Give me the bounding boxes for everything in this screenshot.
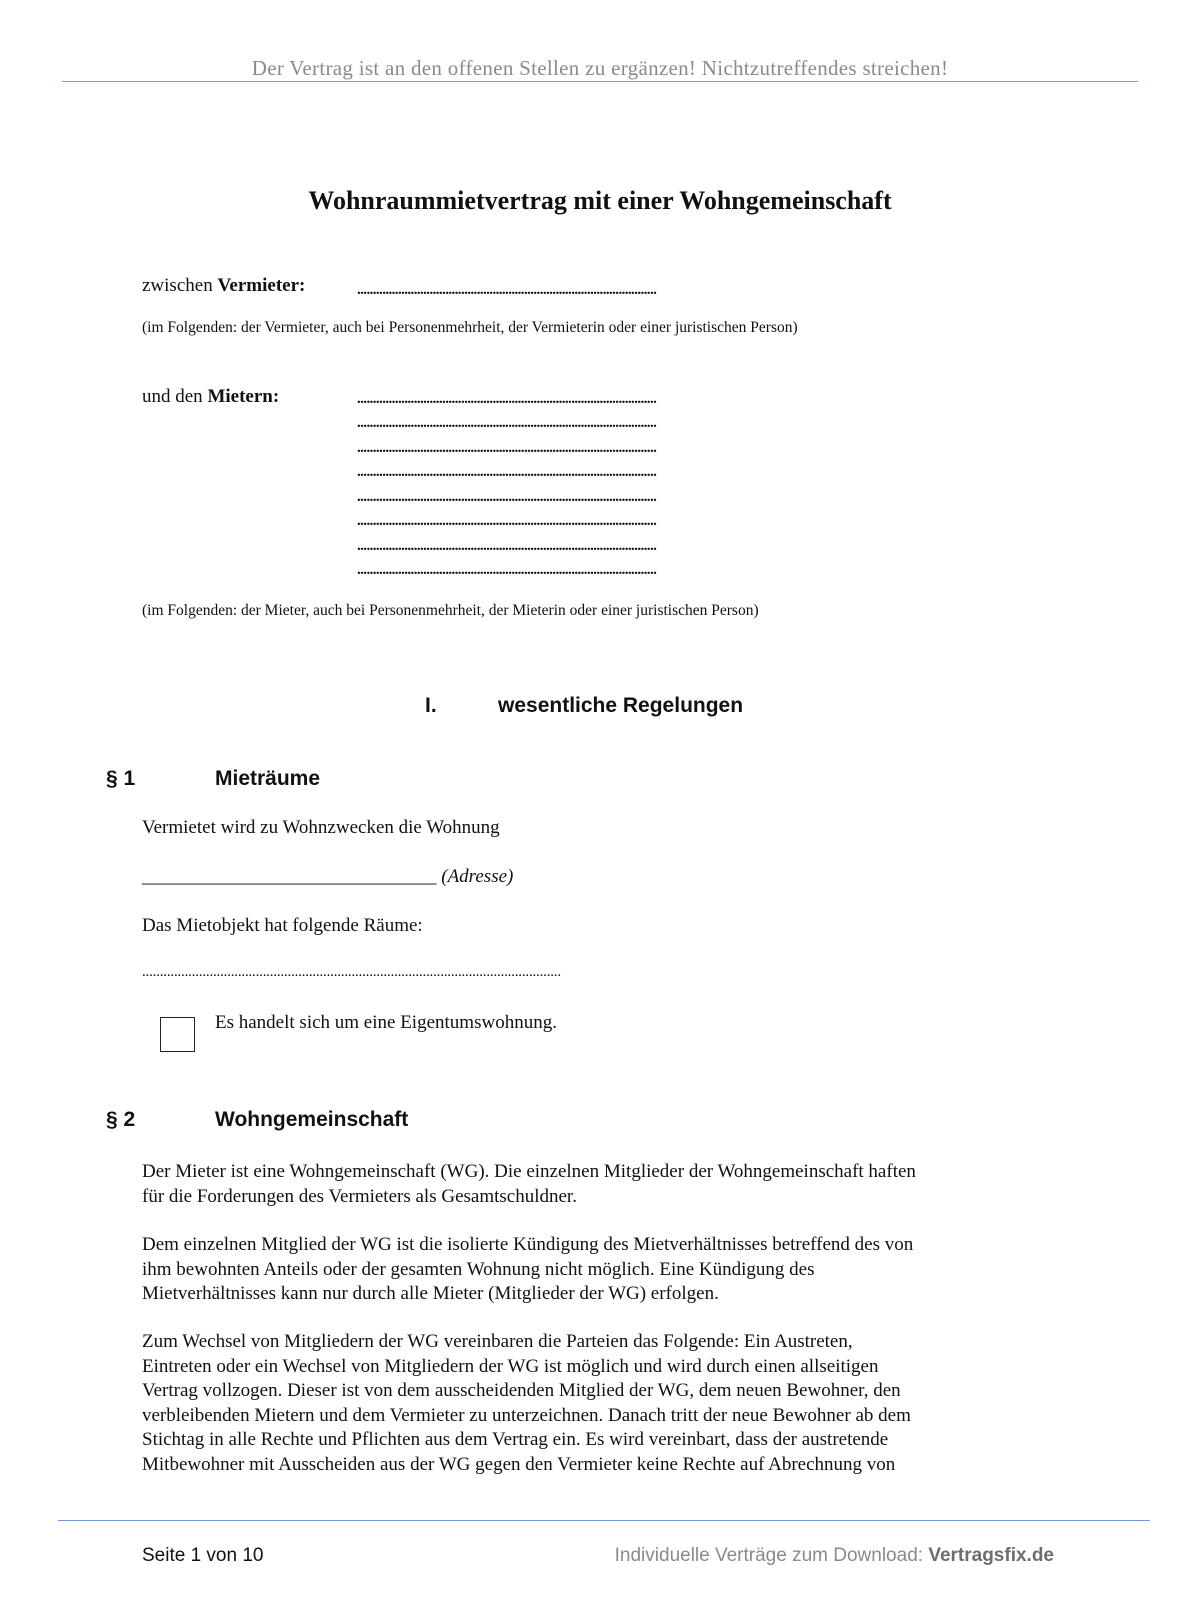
address-blank[interactable]: _______________________________	[142, 866, 437, 887]
header-note: Der Vertrag ist an den offenen Stellen zu ergänzen! Nichtzutreffendes streichen!	[251, 56, 949, 80]
wg-paragraph-2	[142, 1233, 1062, 1307]
tenants-label	[142, 386, 279, 408]
text-line: Mietverhältnisses kann nur durch alle Mieter (Mitglieder der WG) erfolgen.	[142, 1283, 719, 1304]
text-line: Vertrag vollzogen. Dieser ist von dem ausscheidenden Mitglied der WG, dem neuen Bewohner, den	[142, 1380, 901, 1401]
paragraph-number: § 1	[106, 767, 136, 790]
tenant-fill-line[interactable]: ...............................................................................................	[357, 416, 657, 431]
rooms-label: Das Mietobjekt hat folgende Räume:	[142, 915, 423, 936]
landlord-label-bold: Vermieter:	[217, 275, 306, 296]
rooms-blank[interactable]: ......................................................................................................................	[142, 964, 561, 980]
tenant-fill-line[interactable]: ...............................................................................................	[357, 465, 657, 480]
text-line: verbleibenden Mietern und dem Vermieter zu unterzeichnen. Danach tritt der neue Bewohner ab dem	[142, 1404, 911, 1426]
footer-brand[interactable]: Vertragsfix.de	[928, 1545, 1054, 1566]
page-number: Seite 1 von 10	[142, 1545, 264, 1566]
landlord-fill-line[interactable]: ...............................................................................................	[357, 283, 657, 298]
document-title: Wohnraummietvertrag mit einer Wohngemeinschaft	[308, 186, 892, 215]
landlord-note: (im Folgenden: der Vermieter, auch bei Personenmehrheit, der Vermieterin oder einer juristischen Person)	[142, 319, 798, 336]
address-hint: (Adresse)	[441, 866, 514, 887]
wg-paragraph-3	[142, 1330, 1062, 1477]
condominium-checkbox[interactable]	[160, 1017, 195, 1052]
tenant-fill-line[interactable]: ...............................................................................................	[357, 490, 657, 505]
tenants-note: (im Folgenden: der Mieter, auch bei Personenmehrheit, der Mieterin oder einer juristischen Person)	[142, 602, 759, 619]
text-line: Der Mieter ist eine Wohngemeinschaft (WG). Die einzelnen Mitglieder der Wohngemeinschaft haften	[142, 1161, 916, 1182]
header-rule	[62, 81, 1138, 82]
text-line: für die Forderungen des Vermieters als Gesamtschuldner.	[142, 1185, 577, 1207]
footer-promo	[615, 1545, 1054, 1567]
text-line: ihm bewohnten Anteils oder der gesamten Wohnung nicht möglich. Eine Kündigung des	[142, 1258, 815, 1280]
section-title: wesentliche Regelungen	[498, 694, 744, 717]
paragraph-number: § 2	[106, 1108, 136, 1131]
paragraph-title: Mieträume	[215, 767, 321, 790]
text-line: Dem einzelnen Mitglied der WG ist die isolierte Kündigung des Mietverhältnisses betreffend des von	[142, 1234, 914, 1255]
tenant-fill-line[interactable]: ...............................................................................................	[357, 514, 657, 529]
tenant-fill-line[interactable]: ...............................................................................................	[357, 392, 657, 407]
condominium-label: Es handelt sich um eine Eigentumswohnung.	[215, 1012, 557, 1033]
footer-promo-text: Individuelle Verträge zum Download:	[614, 1545, 929, 1566]
rental-intro: Vermietet wird zu Wohnzwecken die Wohnung	[142, 817, 500, 838]
tenant-fill-line[interactable]: ...............................................................................................	[357, 441, 657, 456]
text-line: Eintreten oder ein Wechsel von Mitgliedern der WG ist möglich und wird durch einen allseitigen	[142, 1355, 879, 1377]
tenants-label-bold: Mietern:	[207, 386, 280, 407]
text-line: Zum Wechsel von Mitgliedern der WG vereinbaren die Parteien das Folgende: Ein Austreten,	[142, 1331, 853, 1352]
landlord-prefix: zwischen	[142, 275, 218, 296]
footer-rule	[58, 1520, 1150, 1521]
tenants-prefix: und den	[142, 386, 208, 407]
address-line	[142, 866, 513, 888]
text-line: Mitbewohner mit Ausscheiden aus der WG gegen den Vermieter keine Rechte auf Abrechnung von	[142, 1453, 896, 1475]
tenant-fill-line[interactable]: ...............................................................................................	[357, 539, 657, 554]
section-numeral: I.	[425, 694, 437, 717]
paragraph-title: Wohngemeinschaft	[215, 1108, 409, 1131]
text-line: Stichtag in alle Rechte und Pflichten aus dem Vertrag ein. Es wird vereinbart, dass der austretende	[142, 1429, 889, 1450]
landlord-label	[142, 275, 305, 297]
tenant-fill-line[interactable]: ...............................................................................................	[357, 563, 657, 578]
wg-paragraph-1	[142, 1160, 1062, 1209]
